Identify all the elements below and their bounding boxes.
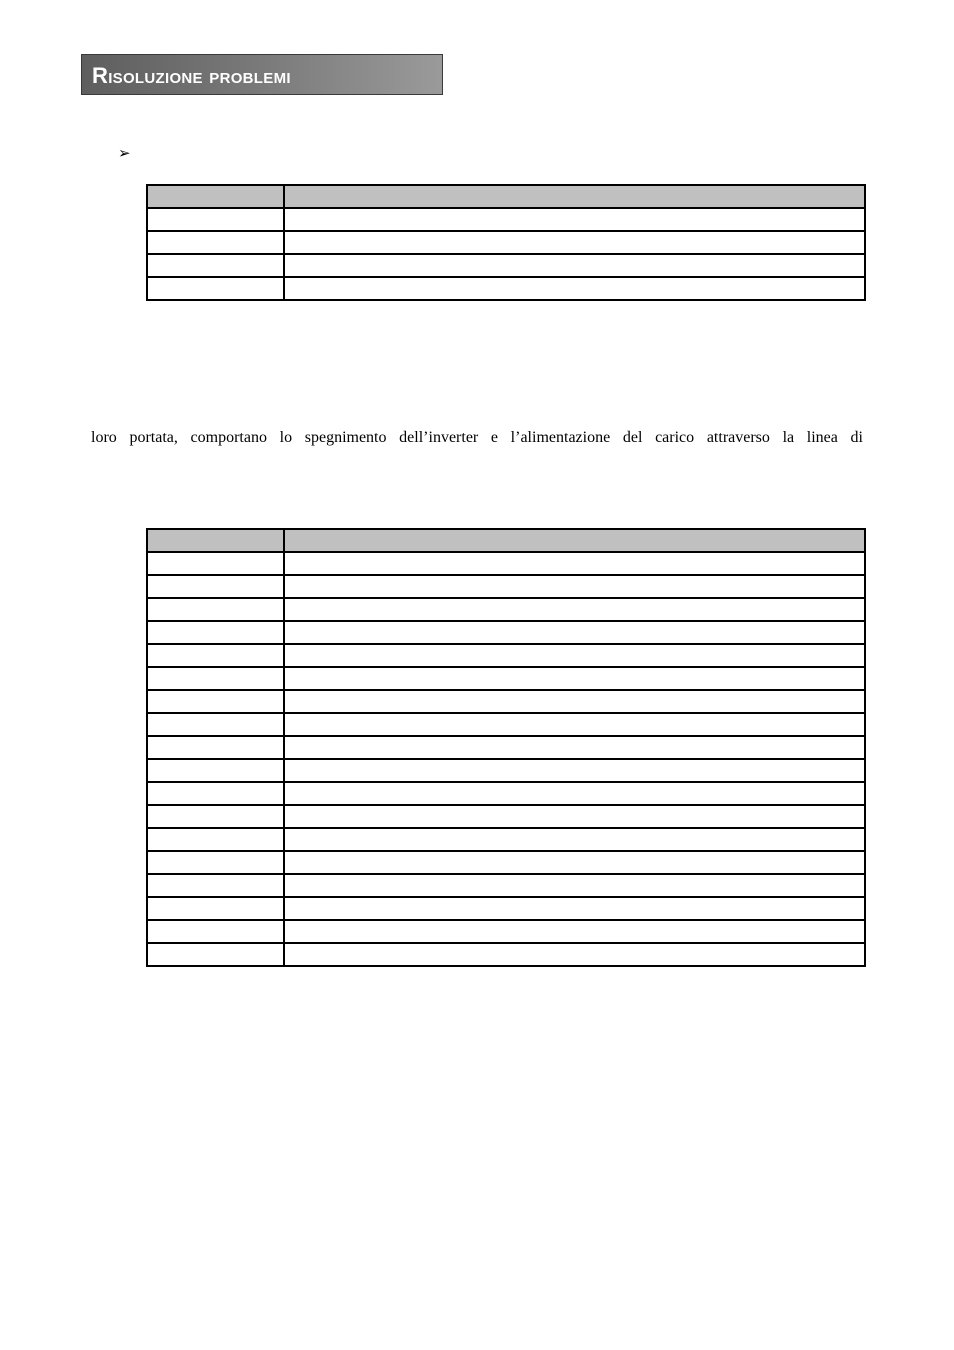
table-cell bbox=[284, 736, 865, 759]
section-title: Risoluzione problemi bbox=[81, 54, 443, 95]
table-cell bbox=[147, 277, 284, 300]
table-row bbox=[147, 552, 865, 575]
table-cell bbox=[147, 920, 284, 943]
table-cell bbox=[284, 874, 865, 897]
table-cell bbox=[147, 231, 284, 254]
table-cell bbox=[147, 575, 284, 598]
table-header-row bbox=[147, 185, 865, 208]
table-cell bbox=[147, 713, 284, 736]
table-cell bbox=[147, 943, 284, 966]
table-cell bbox=[147, 644, 284, 667]
table-cell bbox=[147, 736, 284, 759]
table-cell bbox=[284, 277, 865, 300]
table-row bbox=[147, 690, 865, 713]
table-cell bbox=[284, 598, 865, 621]
table-cell bbox=[284, 621, 865, 644]
table-2 bbox=[146, 528, 866, 967]
table-cell bbox=[147, 782, 284, 805]
table-header-cell bbox=[284, 185, 865, 208]
table-cell bbox=[147, 667, 284, 690]
table-cell bbox=[147, 828, 284, 851]
table-cell bbox=[147, 874, 284, 897]
table-row bbox=[147, 667, 865, 690]
table-cell bbox=[147, 254, 284, 277]
table-header-cell bbox=[284, 529, 865, 552]
table-cell bbox=[147, 897, 284, 920]
table-row bbox=[147, 575, 865, 598]
table-cell bbox=[147, 690, 284, 713]
table-cell bbox=[284, 667, 865, 690]
table-cell bbox=[147, 851, 284, 874]
table-cell bbox=[147, 621, 284, 644]
table-row bbox=[147, 920, 865, 943]
table-row bbox=[147, 254, 865, 277]
arrow-bullet-icon: ➢ bbox=[118, 144, 131, 162]
table-row bbox=[147, 828, 865, 851]
table-cell bbox=[284, 943, 865, 966]
table-cell bbox=[284, 897, 865, 920]
table-cell bbox=[284, 575, 865, 598]
table-1 bbox=[146, 184, 866, 301]
table-cell bbox=[284, 713, 865, 736]
table-header-cell bbox=[147, 529, 284, 552]
table-cell bbox=[284, 805, 865, 828]
table-cell bbox=[284, 851, 865, 874]
table-row bbox=[147, 805, 865, 828]
table-header-row bbox=[147, 529, 865, 552]
table-row bbox=[147, 943, 865, 966]
table-cell bbox=[147, 759, 284, 782]
table-row bbox=[147, 874, 865, 897]
table-row bbox=[147, 851, 865, 874]
table-cell bbox=[147, 208, 284, 231]
table-cell bbox=[147, 805, 284, 828]
table-cell bbox=[284, 254, 865, 277]
table-cell bbox=[284, 231, 865, 254]
table-row bbox=[147, 277, 865, 300]
table-header-cell bbox=[147, 185, 284, 208]
body-paragraph: loro portata, comportano lo spegnimento dell’inverter e l’alimentazione del carico attraverso la linea di bbox=[91, 429, 863, 446]
table-row bbox=[147, 736, 865, 759]
table-row bbox=[147, 598, 865, 621]
table-cell bbox=[284, 552, 865, 575]
table-cell bbox=[284, 782, 865, 805]
table-cell bbox=[284, 644, 865, 667]
table-row bbox=[147, 759, 865, 782]
table-cell bbox=[284, 690, 865, 713]
table-row bbox=[147, 644, 865, 667]
table-row bbox=[147, 621, 865, 644]
table-row bbox=[147, 231, 865, 254]
table-row bbox=[147, 897, 865, 920]
table-cell bbox=[147, 552, 284, 575]
table-row bbox=[147, 713, 865, 736]
table-row bbox=[147, 208, 865, 231]
table-cell bbox=[147, 598, 284, 621]
table-cell bbox=[284, 920, 865, 943]
table-row bbox=[147, 782, 865, 805]
table-cell bbox=[284, 828, 865, 851]
table-cell bbox=[284, 759, 865, 782]
table-cell bbox=[284, 208, 865, 231]
